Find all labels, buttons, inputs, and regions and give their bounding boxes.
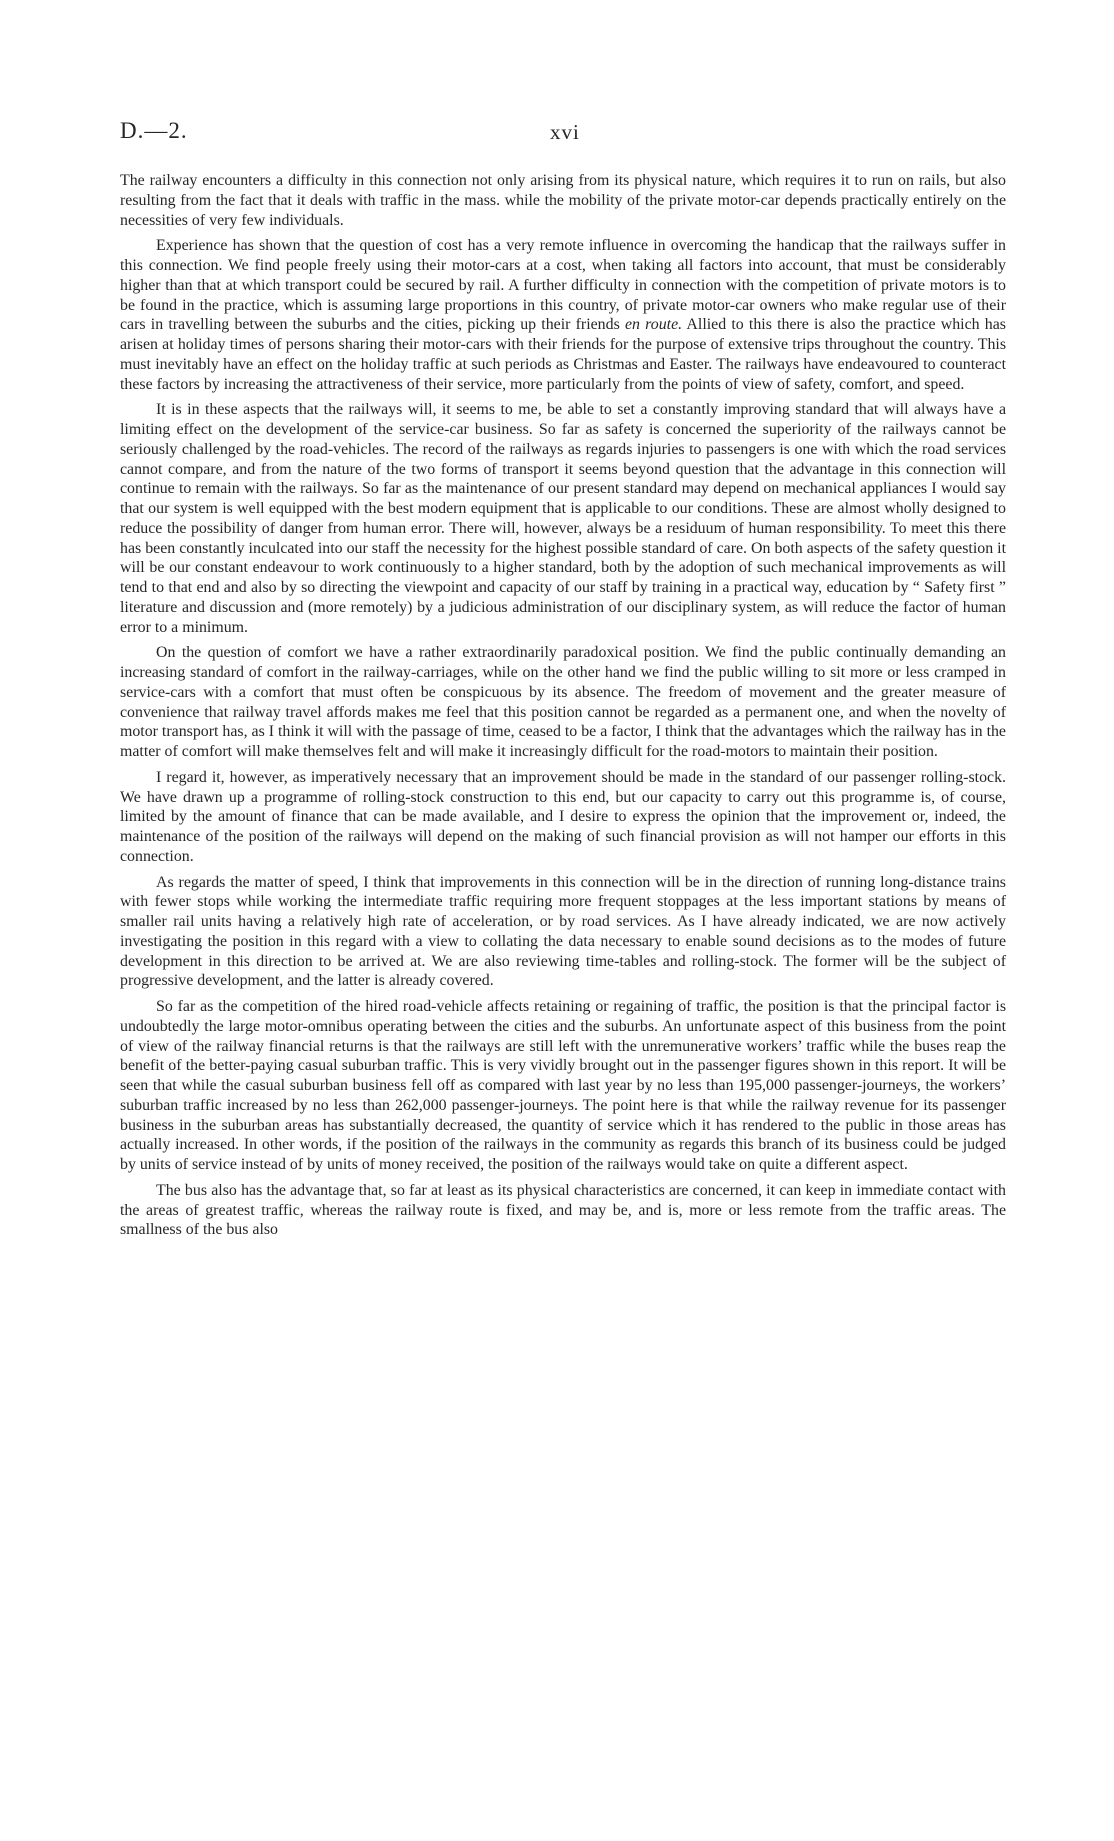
page-header [120, 118, 1006, 158]
paragraph-bus-advantage: The bus also has the advantage that, so far at least as its physical characteristics are concerned, it can keep in immediate contact with the areas of greatest traffic, whereas the railway route is fixed, and may be, and is, more or less remote from the traffic areas. The smallness of the bus also [120, 1181, 1006, 1239]
italic-phrase: en route. [624, 316, 683, 334]
page-number: xvi [550, 120, 580, 144]
body-text [120, 171, 1006, 1246]
paragraph-comfort: On the question of comfort we have a rather extraordinarily paradoxical position. We find the public continually demanding an increasing standard of comfort in the railway-carriages, while on the other hand we find the public willing to sit more or less cramped in service-cars with a comfort that must often be conspicuous by its absence. The freedom of movement and the greater measure of convenience that railway travel affords makes me feel that this position cannot be regarded as a permanent one, and when the novelty of motor transport has, as I think it will with the passage of time, ceased to be a factor, I think that the advantages which the railway has in the matter of comfort will make themselves felt and will make it increasingly difficult for the road-motors to maintain their position. [120, 644, 1006, 760]
paragraph-text: Experience has shown that the question of cost has a very remote influence in overcoming the handicap that the railways suffer in this connection. We find people freely using their motor-cars at a cost, when taking all factors into account, that must be considerably higher than that at which transport could be secured by rail. A further difficulty in connection with the competition of private motors is to be found in the practice, which is assuming large proportions in this country, of private motor-car owners who make regular use of their cars in travelling between the suburbs and the cities, picking up their friends [120, 237, 1006, 334]
paragraph-speed: As regards the matter of speed, I think that improvements in this connection will be in the direction of running long-distance trains with fewer stops while working the intermediate traffic requiring more frequent stoppages at the less important stations by means of smaller rail units having a relatively high rate of acceleration, or by road services. As I have already indicated, we are now actively investigating the position in this regard with a view to collating the data necessary to enable sound decisions as to the modes of future development in this direction to be arrived at. We are also reviewing time-tables and rolling-stock. The former will be the subject of progressive development, and the latter is already covered. [120, 873, 1006, 990]
paragraph-road-vehicle-competition: So far as the competition of the hired road-vehicle affects retaining or regaining of traffic, the position is that the principal factor is undoubtedly the large motor-omnibus operating between the cities and the suburbs. An unfortunate aspect of this business from the point of view of the railway financial returns is that the railways are still left with the unremunerative workers’ traffic while the buses reap the benefit of the better-paying casual suburban traffic. This is very vividly brought out in the passenger figures shown in this report. It will be seen that while the casual suburban business fell off as compared with last year by no less than 195,000 passenger-journeys, the workers’ suburban traffic increased by no less than 262,000 passenger-journeys. The point here is that while the railway revenue for its passenger business in the suburban areas has substantially decreased, the quantity of service which it has rendered to the public in those areas has actually increased. In other words, if the position of the railways in the community as regards this branch of its business could be judged by units of service instead of by units of money received, the position of the railways would take on quite a different aspect. [120, 998, 1006, 1173]
paragraph-rolling-stock: I regard it, however, as imperatively necessary that an improvement should be made in the standard of our passenger rolling-stock. We have drawn up a programme of rolling-stock construction to this end, but our capacity to carry out this programme is, of course, limited by the amount of finance that can be made available, and I desire to express the opinion that the improvement or, indeed, the maintenance of the position of the railways will depend on the making of such financial provision as will not hamper our efforts in this connection. [120, 768, 1006, 865]
document-reference: D.—2. [120, 118, 188, 143]
paragraph-text: Allied to this there is also the practice which has arisen at holiday times of persons sharing their motor-cars with their friends for the purpose of extensive trips throughout the country. This must inevitably have an effect on the holiday traffic at such periods as Christmas and Easter. The railways have endeavoured to counteract these factors by increasing the attractiveness of their service, more particularly from the points of view of safety, comfort, and speed. [120, 316, 1006, 393]
paragraph-rail-mobility: The railway encounters a difficulty in this connection not only arising from its physical nature, which requires it to run on rails, but also resulting from the fact that it deals with traffic in the mass. while the mobility of the private motor-car depends practically entirely on the necessities of very few individuals. [120, 172, 1006, 229]
paragraph-safety: It is in these aspects that the railways will, it seems to me, be able to set a constantly improving standard that will always have a limiting effect on the development of the service-car business. So far as safety is concerned the superiority of the railways cannot be seriously challenged by the road-vehicles. The record of the railways as regards injuries to passengers is one with which the road services cannot compare, and from the nature of the two forms of transport it seems beyond question that the advantage in this connection will continue to remain with the railways. So far as the maintenance of our present standard may depend on mechanical appliances I would say that our system is well equipped with the best modern equipment that is applicable to our conditions. These are almost wholly designed to reduce the possibility of danger from human error. There will, however, always be a residuum of human responsibility. To meet this there has been constantly inculcated into our staff the necessity for the highest possible standard of care. On both aspects of the safety question it will be our constant endeavour to work continuously to a higher standard, both by the adoption of such mechanical improvements as will tend to that end and also by so directing the viewpoint and capacity of our staff by training in a practical way, education by “ Safety first ” literature and discussion and (more remotely) by a judicious administration of our disciplinary system, as will reduce the factor of human error to a minimum. [120, 401, 1006, 636]
paragraph-cost-experience [120, 236, 1006, 394]
